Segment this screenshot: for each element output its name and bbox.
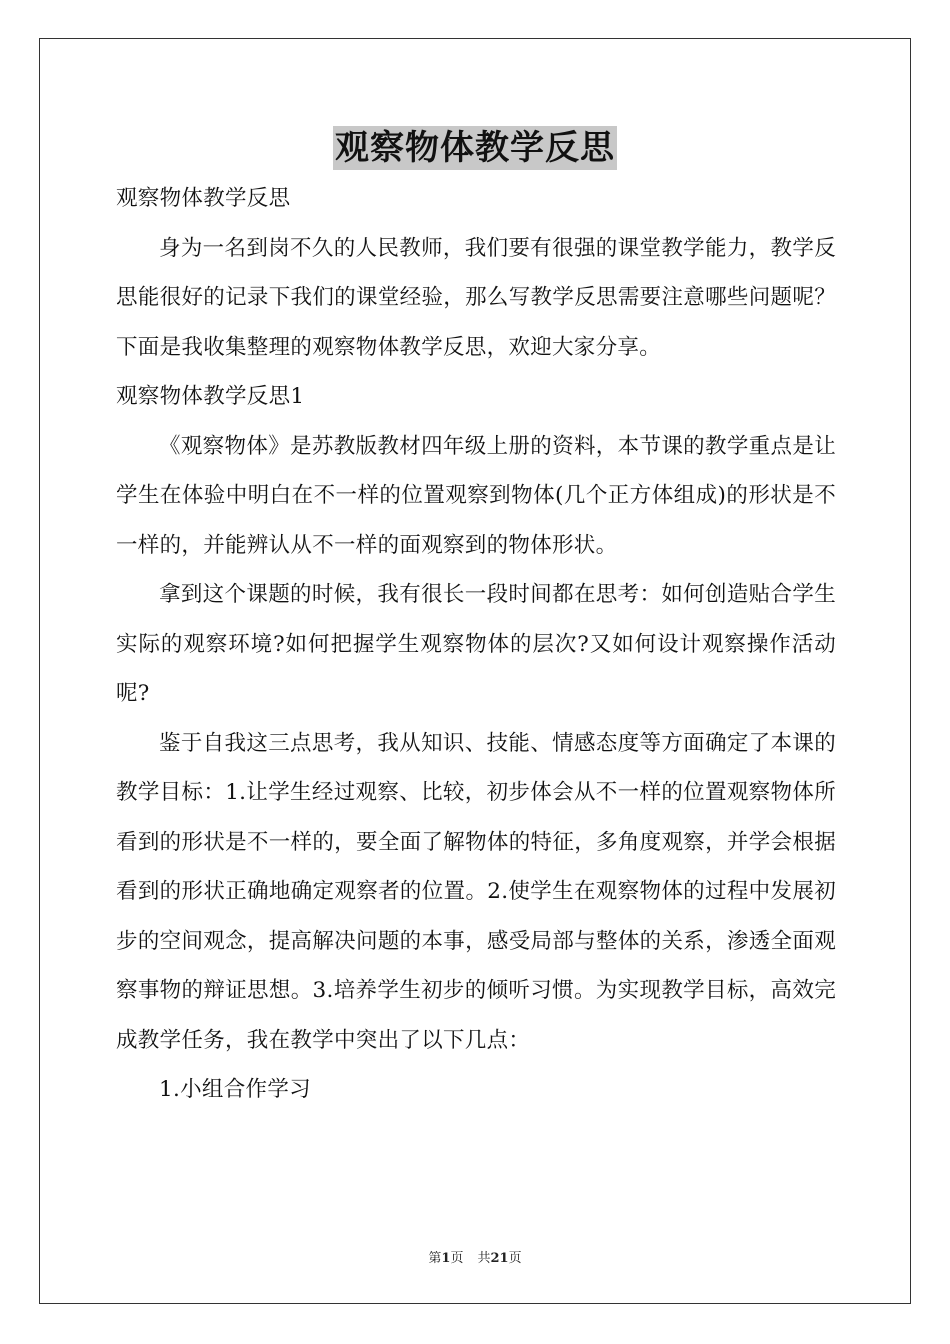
page-suffix: 页 (450, 1251, 464, 1266)
section-heading: 观察物体教学反思 (116, 186, 291, 211)
paragraph: 《观察物体》是苏教版教材四年级上册的资料，本节课的教学重点是让学生在体验中明白在不一样的位置观察到物体(几个正方体组成)的形状是不一样的，并能辨认从不一样的面观察到的物体形状。 (116, 433, 836, 558)
total-suffix: 页 (508, 1251, 522, 1266)
page-current: 1 (441, 1251, 451, 1266)
paragraph: 身为一名到岗不久的人民教师，我们要有很强的课堂教学能力，教学反思能很好的记录下我们的课堂经验，那么写教学反思需要注意哪些问题呢？下面是我收集整理的观察物体教学反思，欢迎大家分享。 (116, 235, 836, 360)
total-prefix: 共 (477, 1251, 491, 1266)
page-prefix: 第 (428, 1251, 442, 1266)
page-total: 21 (490, 1251, 509, 1266)
paragraph: 鉴于自我这三点思考，我从知识、技能、情感态度等方面确定了本课的教学目标：1.让学生经过观察、比较，初步体会从不一样的位置观察物体所看到的形状是不一样的，要全面了解物体的特征，多角度观察，并学会根据看到的形状正确地确定观察者的位置。2.使学生在观察物体的过程中发展初步的空间观念，提高解决问题的本事，感受局部与整体的关系，渗透全面观察事物的辩证思想。3.培养学生初步的倾听习惯。为实现教学目标，高效完成教学任务，我在教学中突出了以下几点： (116, 730, 836, 1053)
section-heading: 观察物体教学反思1 (116, 384, 305, 409)
paragraph: 拿到这个课题的时候，我有很长一段时间都在思考：如何创造贴合学生实际的观察环境?如何把握学生观察物体的层次?又如何设计观察操作活动呢? (116, 582, 836, 706)
list-item: 1.小组合作学习 (159, 1077, 311, 1102)
document-title: 观察物体教学反思 (335, 128, 615, 168)
document-body (116, 174, 836, 1115)
title-container (0, 126, 950, 170)
page-footer (0, 1247, 950, 1266)
